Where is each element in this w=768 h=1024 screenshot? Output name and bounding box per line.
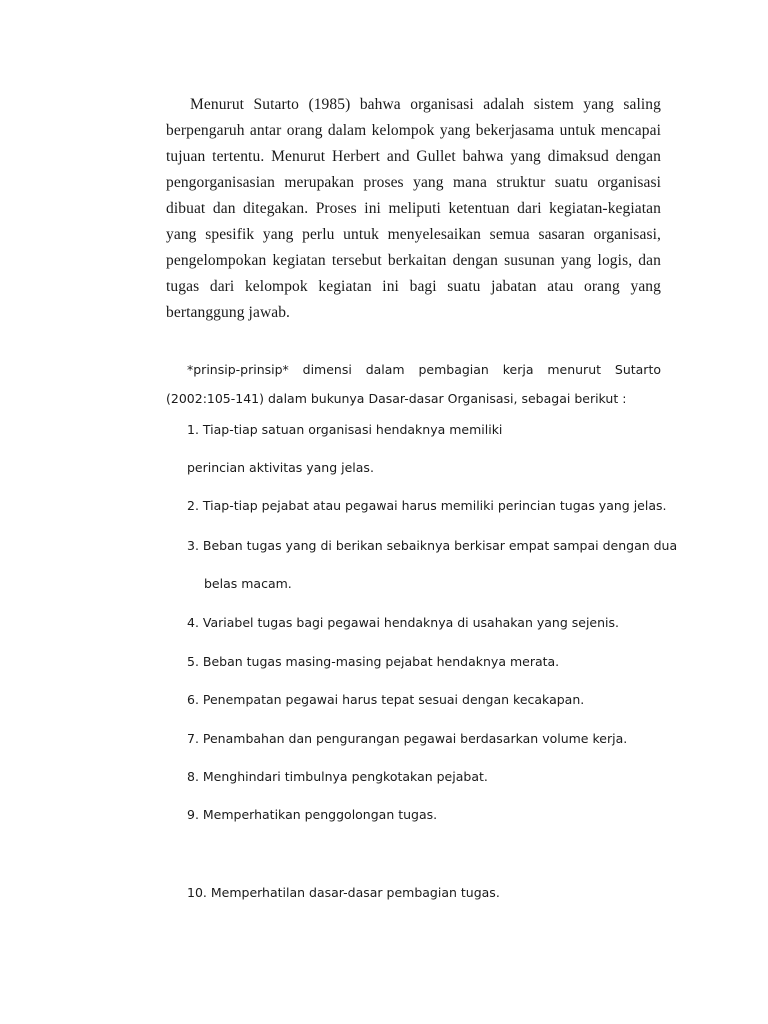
list-item: 1. Tiap-tiap satuan organisasi hendaknya memiliki <box>187 422 503 437</box>
list-item: 10. Memperhatilan dasar-dasar pembagian tugas. <box>187 885 500 900</box>
list-item: 2. Tiap-tiap pejabat atau pegawai harus memiliki perincian tugas yang jelas. <box>187 498 667 513</box>
list-item: 4. Variabel tugas bagi pegawai hendaknya di usahakan yang sejenis. <box>187 615 620 630</box>
list-item: 9. Memperhatikan penggolongan tugas. <box>187 807 438 822</box>
paragraph-definition: Menurut Sutarto (1985) bahwa organisasi adalah sistem yang saling berpengaruh antar orang dalam kelompok yang bekerjasama untuk mencapai tujuan tertentu. Menurut Herbert and Gullet bahwa yang dimaksud dengan pengorganisasian merupakan proses yang mana struktur suatu organisasi dibuat dan ditegakan. Proses ini meliputi ketentuan dari kegiatan-kegiatan yang spesifik yang perlu untuk menyelesaikan semua sasaran organisasi, pengelompokan kegiatan tersebut berkaitan dengan susunan yang logis, dan tugas dari kelompok kegiatan ini bagi suatu jabatan atau orang yang bertanggung jawab. <box>166 96 661 321</box>
list-item-continuation: belas macam. <box>204 576 292 591</box>
list-item: 5. Beban tugas masing-masing pejabat hendaknya merata. <box>187 654 560 669</box>
principles-intro: *prinsip-prinsip* dimensi dalam pembagian kerja menurut Sutarto (2002:105-141) dalam bukunya Dasar-dasar Organisasi, sebagai berikut : <box>166 362 661 406</box>
list-item: 8. Menghindari timbulnya pengkotakan pejabat. <box>187 769 488 784</box>
list-item: 3. Beban tugas yang di berikan sebaiknya berkisar empat sampai dengan dua <box>187 538 678 553</box>
list-item-continuation: perincian aktivitas yang jelas. <box>187 460 374 475</box>
list-item: 6. Penempatan pegawai harus tepat sesuai dengan kecakapan. <box>187 692 585 707</box>
list-item: 7. Penambahan dan pengurangan pegawai berdasarkan volume kerja. <box>187 731 628 746</box>
